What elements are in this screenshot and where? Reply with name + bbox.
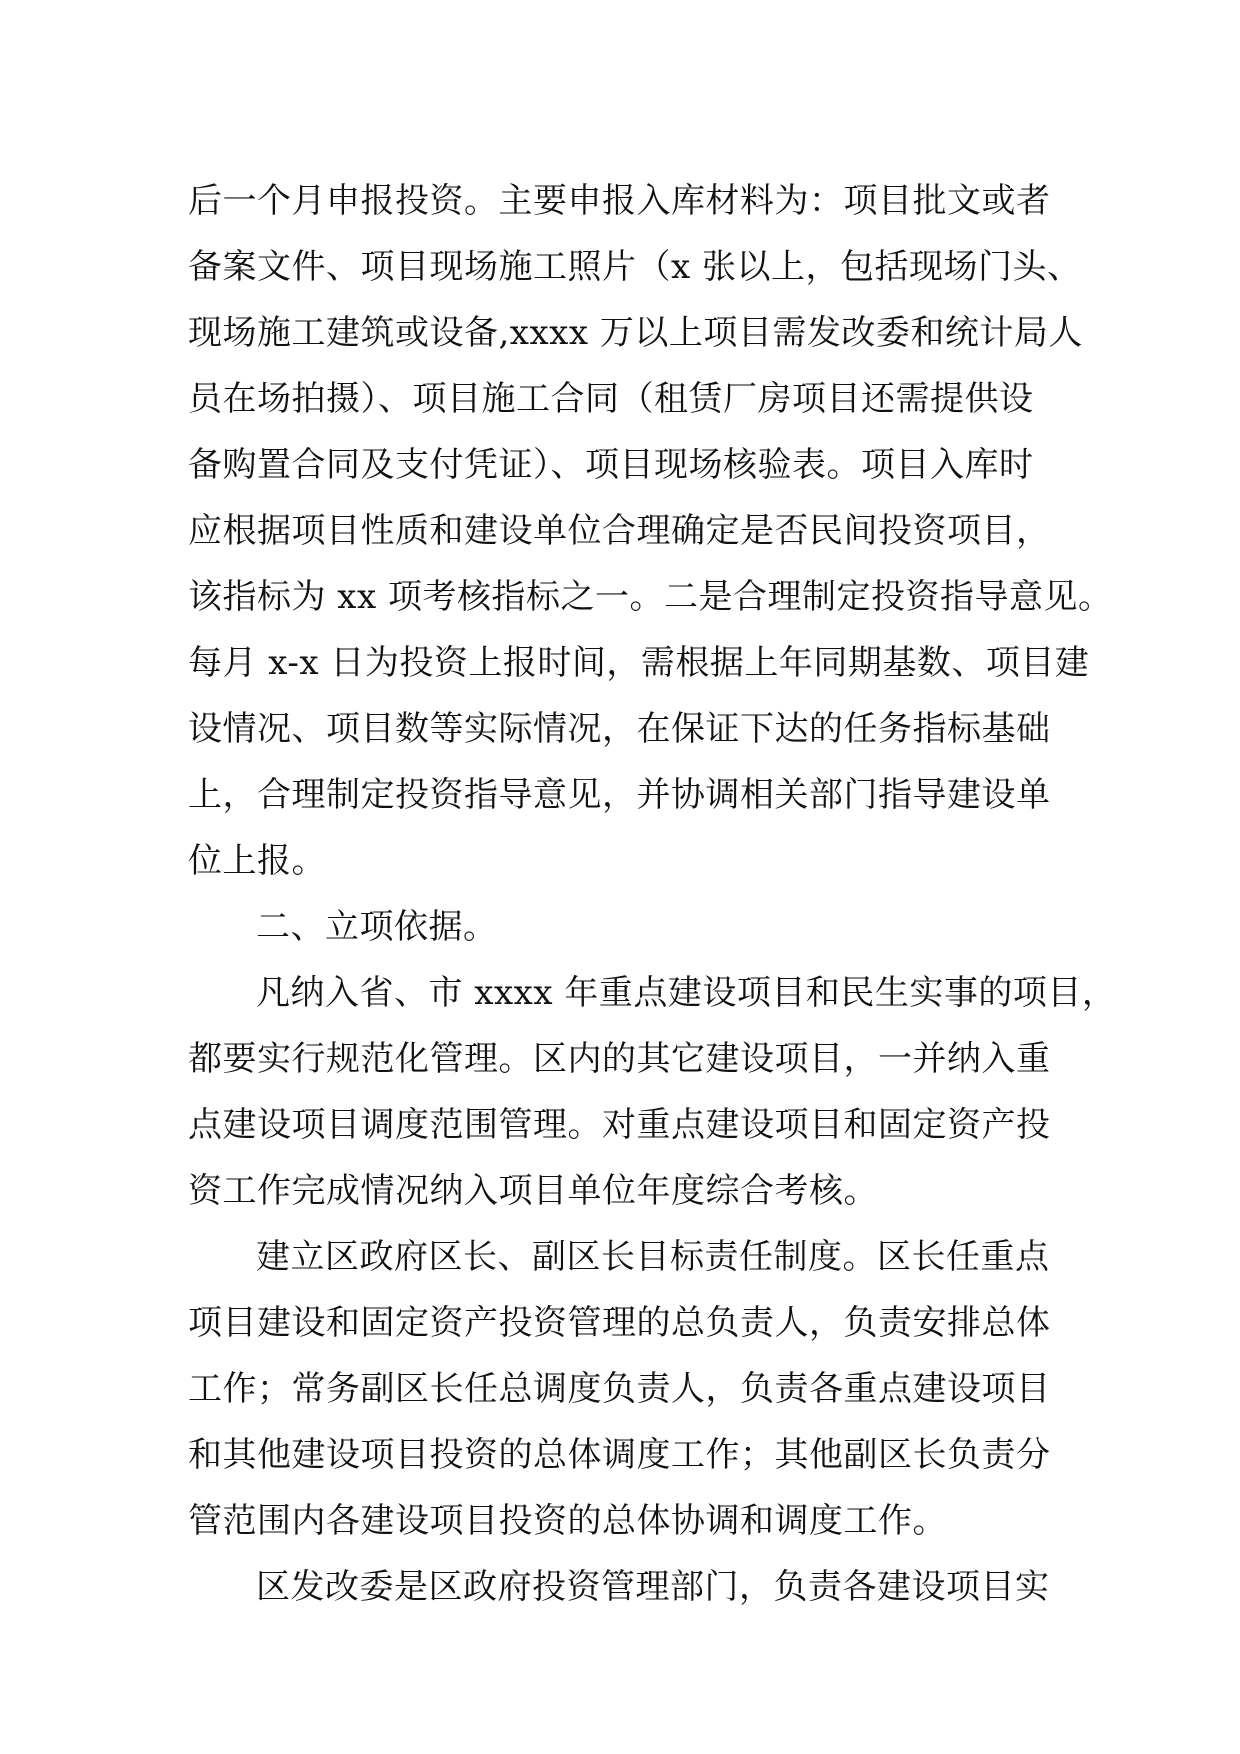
text-line: 后一个月申报投资。主要申报入库材料为：项目批文或者: [188, 181, 1051, 221]
text-line: 该指标为 xx 项考核指标之一。二是合理制定投资指导意见。: [188, 577, 1113, 617]
text-line: 凡纳入省、市 xxxx 年重点建设项目和民生实事的项目，: [256, 973, 1117, 1013]
text-line: 都要实行规范化管理。区内的其它建设项目，一并纳入重: [188, 1039, 1051, 1079]
text-line: 资工作完成情况纳入项目单位年度综合考核。: [188, 1171, 878, 1211]
text-line: 每月 x-x 日为投资上报时间，需根据上年同期基数、项目建: [188, 643, 1090, 683]
text-line: 上，合理制定投资指导意见，并协调相关部门指导建设单: [188, 775, 1051, 815]
text-line: 点建设项目调度范围管理。对重点建设项目和固定资产投: [188, 1105, 1051, 1145]
text-line: 建立区政府区长、副区长目标责任制度。区长任重点: [256, 1237, 1050, 1277]
text-line: 现场施工建筑或设备,xxxx 万以上项目需发改委和统计局人: [188, 313, 1083, 353]
text-line: 工作；常务副区长任总调度负责人，负责各重点建设项目: [188, 1369, 1051, 1409]
text-line: 设情况、项目数等实际情况，在保证下达的任务指标基础: [188, 709, 1051, 749]
text-line: 区发改委是区政府投资管理部门，负责各建设项目实: [256, 1567, 1050, 1607]
text-line: 应根据项目性质和建设单位合理确定是否民间投资项目，: [188, 511, 1051, 551]
section-heading: 二、立项依据。: [256, 907, 498, 947]
text-line: 和其他建设项目投资的总体调度工作；其他副区长负责分: [188, 1435, 1051, 1475]
text-line: 管范围内各建设项目投资的总体协调和调度工作。: [188, 1501, 947, 1541]
text-line: 项目建设和固定资产投资管理的总负责人，负责安排总体: [188, 1303, 1051, 1343]
text-line: 员在场拍摄）、项目施工合同（租赁厂房项目还需提供设: [188, 379, 1034, 419]
text-line: 备案文件、项目现场施工照片（x 张以上，包括现场门头、: [188, 247, 1082, 287]
text-line: 备购置合同及支付凭证）、项目现场核验表。项目入库时: [188, 445, 1034, 485]
body-text: [188, 168, 1117, 1620]
text-line: 位上报。: [188, 841, 326, 881]
